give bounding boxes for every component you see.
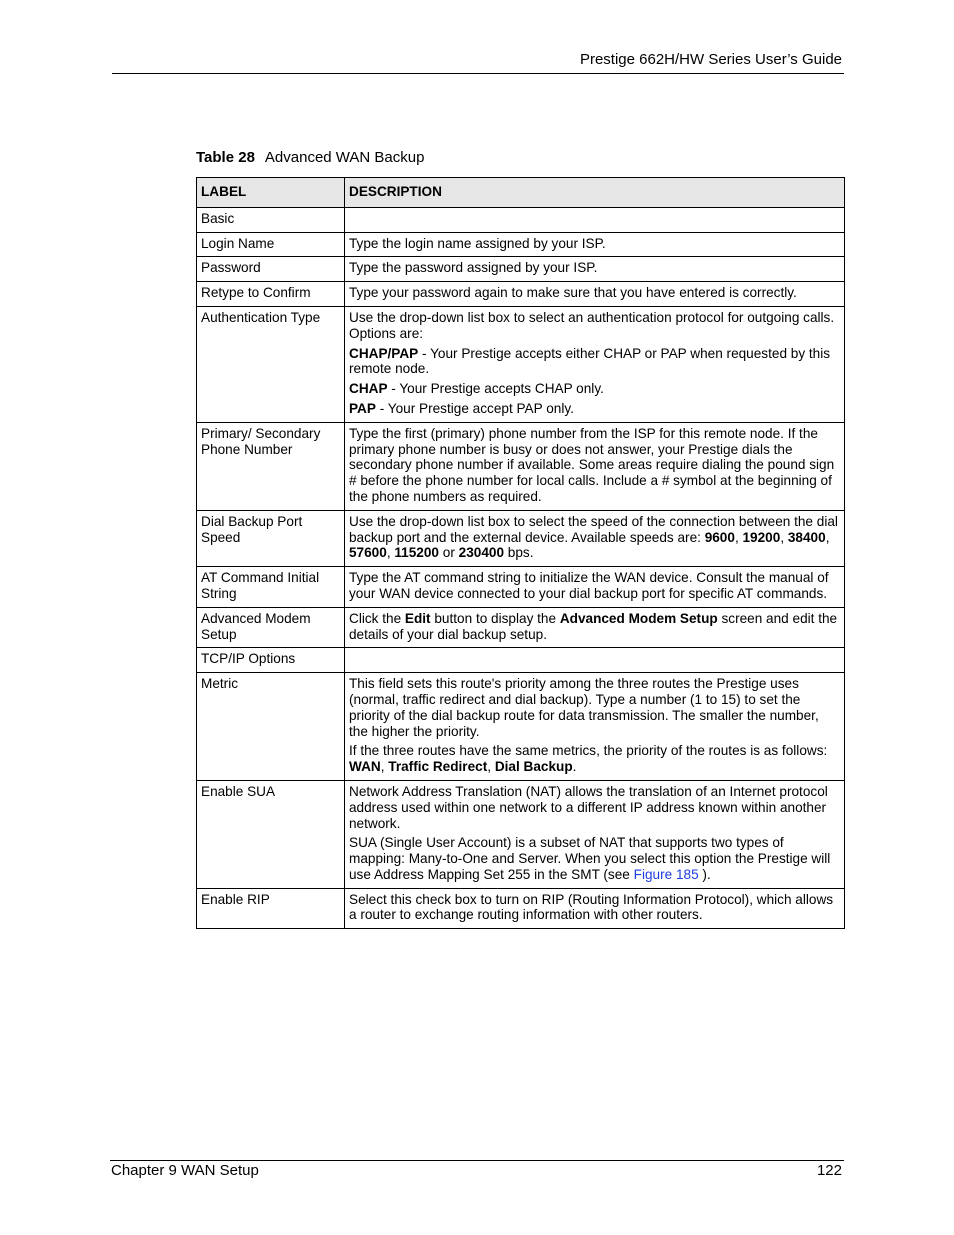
table-row	[197, 232, 845, 257]
table-row	[197, 780, 845, 888]
row-description	[345, 282, 845, 307]
table-row	[197, 306, 845, 422]
text-run: ,	[386, 545, 395, 561]
row-label: Password	[197, 257, 345, 282]
table-row	[197, 648, 845, 673]
bold-term: 19200	[742, 529, 781, 545]
table-body	[197, 207, 845, 928]
description-paragraph	[349, 426, 840, 505]
table-header-row	[197, 178, 845, 208]
text-run: Type the first (primary) phone number from the ISP for this remote node. If the primary phone number is busy or does not answer, your Prestige dials the secondary phone number if available. Some areas require dialing the pound sign # before the phone number for local calls. Include a # symbol at the beginning of the phone numbers as required.	[349, 425, 835, 504]
row-label: Dial Backup Port Speed	[197, 510, 345, 566]
description-paragraph	[349, 676, 840, 739]
row-description	[345, 207, 845, 232]
bold-term: Advanced Modem Setup	[559, 610, 718, 626]
footer-chapter: Chapter 9 WAN Setup	[111, 1162, 259, 1179]
text-run: If the three routes have the same metrics, the priority of the routes is as follows:	[349, 743, 828, 759]
row-description	[345, 422, 845, 510]
text-run: Click the	[349, 610, 405, 626]
row-description	[345, 648, 845, 673]
row-description	[345, 607, 845, 648]
bold-term: Traffic Redirect	[388, 759, 488, 775]
bold-term: WAN	[349, 759, 381, 775]
text-run: Type the AT command string to initialize the WAN device. Consult the manual of your WAN device connected to your dial backup port for specific AT commands.	[349, 570, 829, 601]
description-paragraph	[349, 514, 840, 561]
row-description	[345, 673, 845, 781]
row-label: Enable SUA	[197, 780, 345, 888]
row-description	[345, 510, 845, 566]
running-header: Prestige 662H/HW Series User’s Guide	[579, 51, 842, 68]
description-paragraph	[349, 784, 840, 831]
row-description	[345, 257, 845, 282]
text-run: - Your Prestige accept PAP only.	[375, 400, 574, 416]
row-label: Enable RIP	[197, 888, 345, 929]
text-run: button to display the	[430, 610, 560, 626]
row-label: AT Command Initial String	[197, 567, 345, 608]
row-description	[345, 780, 845, 888]
text-run: - Your Prestige accepts either CHAP or PAP when requested by this remote node.	[349, 345, 831, 377]
description-paragraph	[349, 260, 840, 276]
row-label: Metric	[197, 673, 345, 781]
bold-term: 57600	[349, 545, 387, 561]
table-caption	[196, 149, 424, 166]
text-run: ,	[380, 759, 389, 775]
description-paragraph	[349, 611, 840, 643]
table-row	[197, 673, 845, 781]
row-description	[345, 306, 845, 422]
text-run: Select this check box to turn on RIP (Routing Information Protocol), which allows a router to exchange routing information with other routers.	[349, 891, 834, 923]
bold-term: 9600	[704, 529, 735, 545]
row-label: Primary/ Secondary Phone Number	[197, 422, 345, 510]
bold-term: CHAP	[349, 381, 388, 397]
table-row	[197, 207, 845, 232]
text-run: Type the password assigned by your ISP.	[349, 260, 598, 276]
footer-rule	[110, 1160, 844, 1161]
table-number: Table 28	[196, 149, 255, 166]
bold-term: 38400	[787, 529, 826, 545]
description-column-header: DESCRIPTION	[345, 178, 845, 208]
figure-link[interactable]: Figure 185	[633, 866, 699, 882]
text-run: Type your password again to make sure that you have entered is correctly.	[349, 285, 797, 301]
text-run: ,	[780, 529, 788, 545]
text-run: screen and edit the details of your dial backup setup.	[349, 610, 838, 642]
table-title: Advanced WAN Backup	[264, 149, 425, 166]
text-run: or	[439, 545, 459, 561]
text-run: - Your Prestige accepts CHAP only.	[387, 381, 604, 397]
bold-term: 230400	[458, 545, 505, 561]
row-label: Advanced Modem Setup	[197, 607, 345, 648]
text-run: ,	[487, 759, 495, 775]
text-run: bps.	[504, 545, 534, 561]
text-run: Use the drop-down list box to select an authentication protocol for outgoing calls. Options are:	[349, 309, 835, 341]
label-column-header: LABEL	[197, 178, 345, 208]
text-run: ).	[698, 866, 711, 882]
bold-term: Dial Backup	[494, 759, 573, 775]
table-row	[197, 510, 845, 566]
wan-backup-table	[196, 177, 845, 929]
bold-term: 115200	[394, 545, 439, 561]
description-paragraph	[349, 310, 840, 342]
text-run: Network Address Translation (NAT) allows the translation of an Internet protocol address used within one network to a different IP address known within another network.	[349, 783, 828, 831]
row-label: Login Name	[197, 232, 345, 257]
description-paragraph	[349, 285, 840, 301]
table-row	[197, 607, 845, 648]
description-paragraph	[349, 401, 840, 417]
description-paragraph	[349, 346, 840, 378]
bold-term: PAP	[349, 400, 376, 416]
text-run: This field sets this route's priority among the three routes the Prestige uses (normal, traffic redirect and dial backup). Type a number (1 to 15) to set the priority of the dial backup route for data transmission. The smaller the number, the higher the priority.	[349, 676, 819, 739]
header-rule	[112, 73, 844, 74]
description-paragraph	[349, 835, 840, 882]
table-row	[197, 257, 845, 282]
row-label: TCP/IP Options	[197, 648, 345, 673]
description-paragraph	[349, 381, 840, 397]
page-number: 122	[816, 1162, 842, 1179]
text-run: ,	[734, 529, 743, 545]
description-paragraph	[349, 236, 840, 252]
bold-term: CHAP/PAP	[349, 345, 419, 361]
text-run: Type the login name assigned by your ISP.	[349, 235, 606, 251]
table-row	[197, 888, 845, 929]
row-description	[345, 567, 845, 608]
text-run: .	[572, 759, 577, 775]
row-description	[345, 888, 845, 929]
row-description	[345, 232, 845, 257]
text-run: Use the drop-down list box to select the speed of the connection between the dial backup port and the external device. Available speeds are:	[349, 513, 838, 545]
description-paragraph	[349, 743, 840, 775]
table-row	[197, 422, 845, 510]
table-row	[197, 282, 845, 307]
description-paragraph	[349, 892, 840, 924]
text-run: SUA (Single User Account) is a subset of NAT that supports two types of mapping: Many-to-One and Server. When you select this option the Prestige will use Address Mapping Set 255 in the SMT (see	[349, 835, 831, 882]
row-label: Retype to Confirm	[197, 282, 345, 307]
bold-term: Edit	[404, 610, 431, 626]
text-run: ,	[825, 529, 830, 545]
row-label: Authentication Type	[197, 306, 345, 422]
description-paragraph	[349, 570, 840, 602]
row-label: Basic	[197, 207, 345, 232]
table-row	[197, 567, 845, 608]
